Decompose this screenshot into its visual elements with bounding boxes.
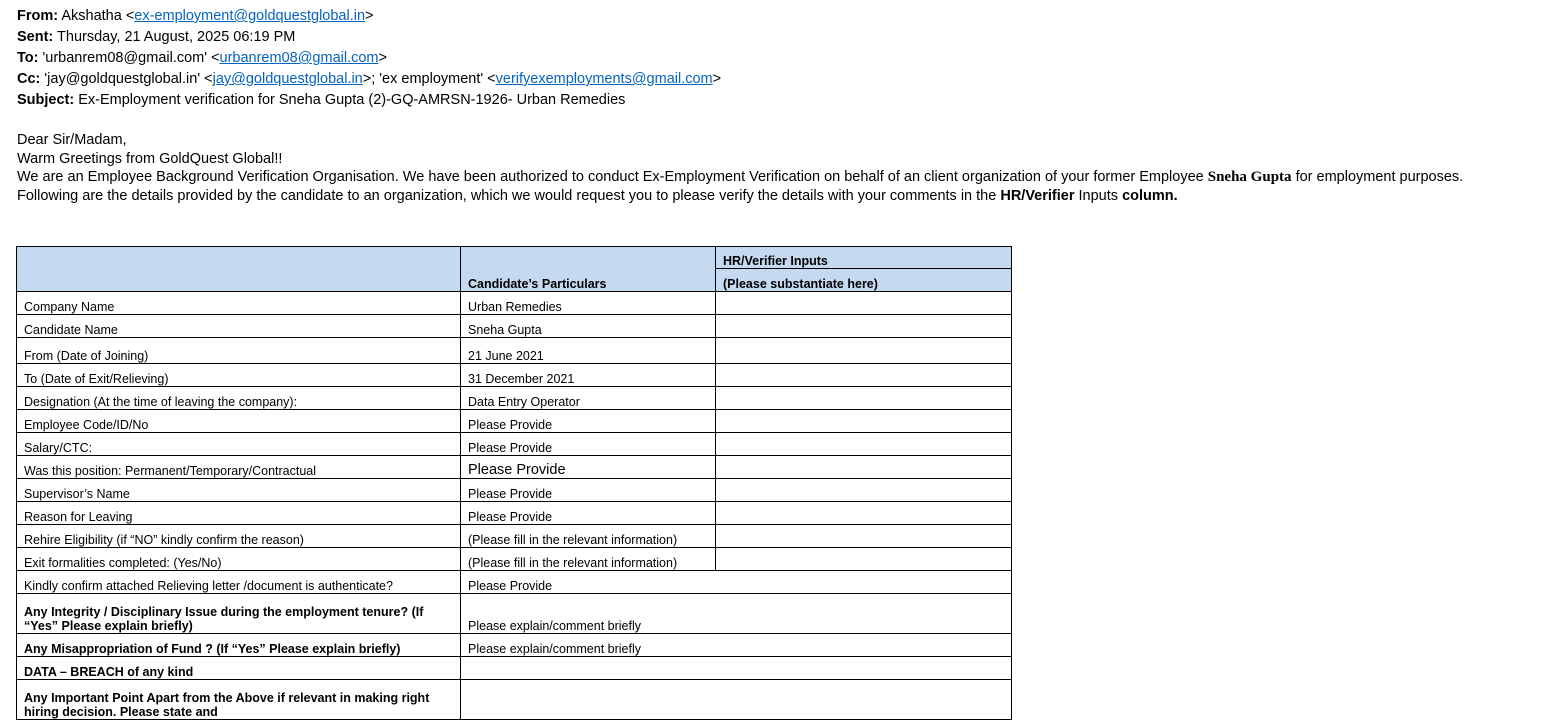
row-candidate-value: Please Provide [461,433,716,456]
from-name: Akshatha < [61,8,135,24]
row-verifier-input[interactable] [716,525,1012,548]
to-row [17,48,721,69]
row-label: Was this position: Permanent/Temporary/Contractual [17,456,461,479]
row-candidate-value: Data Entry Operator [461,387,716,410]
row-verifier-input[interactable] [716,364,1012,387]
row-label: Kindly confirm attached Relieving letter /document is authenticate? [17,571,461,594]
row-label: Any Misappropriation of Fund ? (If “Yes” Please explain briefly) [17,634,461,657]
subject-label: Subject: [17,92,75,108]
to-close: > [378,50,387,66]
sent-row [17,27,721,48]
table-body [17,292,1012,720]
cc-name1: 'jay@goldquestglobal.in' < [44,71,213,87]
row-label: Rehire Eligibility (if “NO” kindly confirm the reason) [17,525,461,548]
table-row [17,338,1012,364]
header-blank-cell [17,247,461,292]
p2-hr-verifier: HR/Verifier [1000,187,1075,204]
row-candidate-value: Please explain/comment briefly [461,634,1012,657]
cc-email-link-2[interactable]: verifyexemployments@gmail.com [495,71,713,87]
to-label: To: [17,50,39,66]
row-candidate-value: Please Provide [461,410,716,433]
table-row [17,502,1012,525]
row-label: Exit formalities completed: (Yes/No) [17,548,461,571]
row-label: Supervisor’s Name [17,479,461,502]
row-candidate-value: (Please fill in the relevant information) [461,525,716,548]
table-row [17,479,1012,502]
to-name: 'urbanrem08@gmail.com' < [42,50,220,66]
table-row [17,315,1012,338]
row-candidate-value: Please Provide [461,502,716,525]
row-candidate-value: 31 December 2021 [461,364,716,387]
from-row [17,6,721,27]
row-verifier-input[interactable] [716,387,1012,410]
cc-row [17,69,721,90]
p2-column: column. [1122,187,1178,204]
paragraph-2 [17,187,1463,206]
row-candidate-value: Urban Remedies [461,292,716,315]
p2-text-mid: Inputs [1074,187,1123,204]
row-label: Employee Code/ID/No [17,410,461,433]
table-row [17,657,1012,680]
row-label: To (Date of Exit/Relieving) [17,364,461,387]
verification-table [16,246,1012,720]
row-verifier-input[interactable] [716,433,1012,456]
header-hr-verifier-inputs: HR/Verifier Inputs [716,247,1012,269]
sent-label: Sent: [17,29,54,45]
row-verifier-input[interactable] [716,315,1012,338]
row-label: Any Integrity / Disciplinary Issue during the employment tenure? (If “Yes” Please explain briefly) [17,594,461,634]
row-candidate-value: Please Provide [461,456,716,479]
table-row [17,433,1012,456]
row-label: DATA – BREACH of any kind [17,657,461,680]
from-label: From: [17,8,59,24]
table-row [17,387,1012,410]
subject-row [17,90,721,111]
row-label: Designation (At the time of leaving the company): [17,387,461,410]
row-verifier-input[interactable] [716,479,1012,502]
cc-name2: >; 'ex employment' < [362,71,496,87]
email-body [17,131,1463,205]
p1-text-a: We are an Employee Background Verification Organisation. We have been authorized to conduct Ex-Employment Verification on behalf of an client organization of your former Employee [17,169,1208,185]
sent-value: Thursday, 21 August, 2025 06:19 PM [57,29,296,45]
row-candidate-value [461,680,1012,720]
row-verifier-input[interactable] [716,502,1012,525]
table-row [17,525,1012,548]
row-label: From (Date of Joining) [17,338,461,364]
row-label: Candidate Name [17,315,461,338]
table-row [17,364,1012,387]
row-candidate-value: Please Provide [461,479,716,502]
row-candidate-value: Please explain/comment briefly [461,594,1012,634]
row-label: Company Name [17,292,461,315]
table-row [17,680,1012,720]
row-label: Any Important Point Apart from the Above if relevant in making right hiring decision. Please state and [17,680,461,720]
row-label: Reason for Leaving [17,502,461,525]
header-substantiate: (Please substantiate here) [716,269,1012,292]
row-candidate-value [461,657,1012,680]
row-verifier-input[interactable] [716,410,1012,433]
cc-email-link-1[interactable]: jay@goldquestglobal.in [212,71,363,87]
subject-value: Ex-Employment verification for Sneha Gupta (2)-GQ-AMRSN-1926- Urban Remedies [78,92,626,108]
table-row [17,456,1012,479]
paragraph-1 [17,168,1463,187]
to-email-link[interactable]: urbanrem08@gmail.com [219,50,379,66]
from-close: > [365,8,374,24]
table-row [17,410,1012,433]
p1-text-b: for employment purposes. [1291,169,1464,185]
row-verifier-input[interactable] [716,548,1012,571]
table-row [17,292,1012,315]
header-candidate-particulars: Candidate’s Particulars [461,247,716,292]
row-verifier-input[interactable] [716,338,1012,364]
cc-close: > [712,71,722,87]
row-candidate-value: Please Provide [461,571,1012,594]
row-candidate-value: (Please fill in the relevant information) [461,548,716,571]
row-verifier-input[interactable] [716,292,1012,315]
cc-label: Cc: [17,71,41,87]
row-candidate-value: 21 June 2021 [461,338,716,364]
warm-greeting: Warm Greetings from GoldQuest Global!! [17,150,283,167]
table-row [17,571,1012,594]
row-candidate-value: Sneha Gupta [461,315,716,338]
candidate-name-bold: Sneha Gupta [1207,169,1292,185]
row-verifier-input[interactable] [716,456,1012,479]
greeting: Dear Sir/Madam, [17,132,127,148]
from-email-link[interactable]: ex-employment@goldquestglobal.in [134,8,366,24]
table-row [17,548,1012,571]
table-row [17,634,1012,657]
table-header-row-1 [17,247,1012,269]
p2-text-a: Following are the details provided by the candidate to an organization, which we would request you to please verify the details with your comments in the [17,187,1001,204]
email-header [17,6,721,111]
table-row [17,594,1012,634]
row-label: Salary/CTC: [17,433,461,456]
